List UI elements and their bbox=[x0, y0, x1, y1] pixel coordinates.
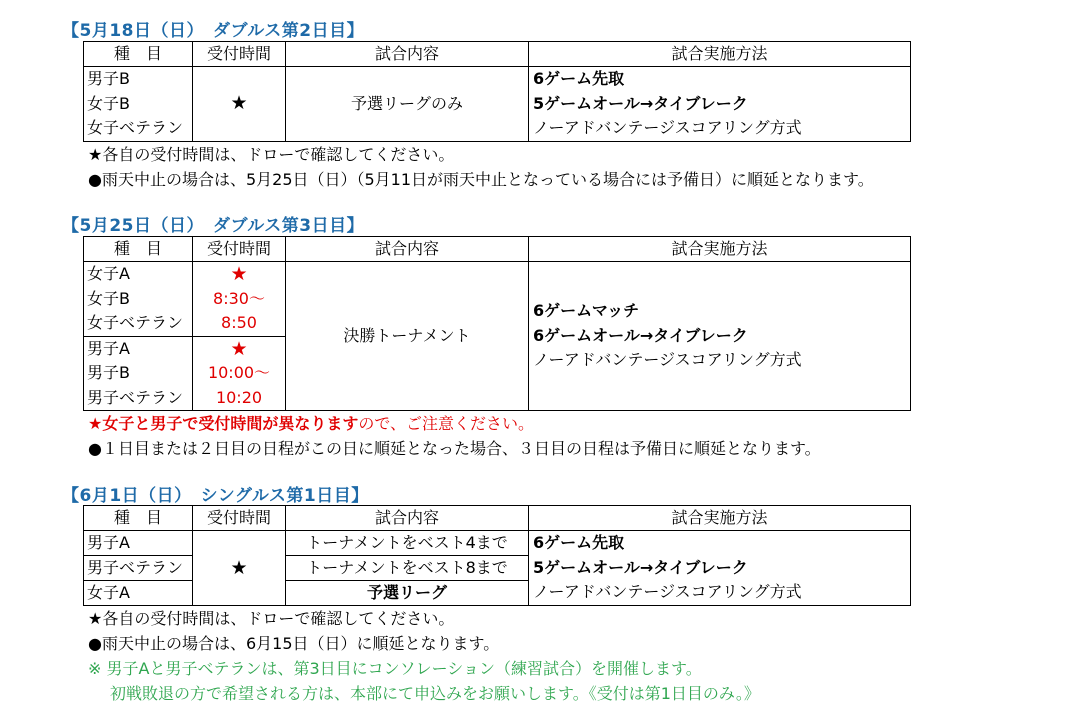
content-cell: トーナメントをベスト4まで bbox=[286, 531, 529, 556]
section1-title: 【5月18日（日） ダブルス第2日目】 bbox=[62, 21, 365, 41]
section3-title: 【6月1日（日） シングルス第1日目】 bbox=[62, 486, 369, 506]
header-time: 受付時間 bbox=[193, 237, 286, 262]
note-rain: ●雨天中止の場合は、6月15日（日）に順延となります。 bbox=[88, 634, 500, 653]
star-icon: ★ bbox=[230, 556, 248, 579]
header-event: 種 目 bbox=[84, 42, 193, 67]
event-cell-men bbox=[84, 336, 193, 411]
event-name: 男子A bbox=[87, 338, 130, 358]
header-content: 試合内容 bbox=[286, 237, 529, 262]
content-cell: 予選リーグのみ bbox=[286, 67, 529, 142]
time-to: 8:50 bbox=[221, 313, 257, 332]
note-consolation-signup: 初戦敗退の方で希望される方は、本部にて申込みをお願いします。《受付は第1日目のみ。》 bbox=[110, 684, 760, 703]
event-name: 男子B bbox=[87, 69, 130, 88]
event-name: 女子ベテラン bbox=[87, 118, 184, 137]
caution-bold: ★女子と男子で受付時間が異なります bbox=[88, 414, 359, 433]
content-cell: トーナメントをベスト8まで bbox=[286, 556, 529, 581]
event-cell: 男子ベテラン bbox=[84, 556, 193, 581]
header-time: 受付時間 bbox=[193, 42, 286, 67]
time-cell bbox=[193, 531, 286, 606]
schedule-table-1 bbox=[83, 41, 911, 142]
note-caution bbox=[88, 412, 534, 436]
content-cell: 予選リーグ bbox=[286, 581, 529, 606]
time-cell bbox=[193, 67, 286, 142]
time-from: 10:00～ bbox=[207, 363, 271, 382]
method-cell bbox=[529, 531, 911, 606]
header-content: 試合内容 bbox=[286, 506, 529, 531]
schedule-table-2 bbox=[83, 236, 911, 411]
note-postpone: ●１日目または２日目の日程がこの日に順延となった場合、３日目の日程は予備日に順延となります。 bbox=[88, 439, 821, 458]
star-icon: ★ bbox=[230, 337, 248, 360]
method-line: ノーアドバンテージスコアリング方式 bbox=[533, 350, 802, 370]
event-name: 女子ベテラン bbox=[87, 313, 184, 332]
schedule-table-3 bbox=[83, 505, 911, 606]
method-line: ノーアドバンテージスコアリング方式 bbox=[533, 582, 802, 602]
method-line: ノーアドバンテージスコアリング方式 bbox=[533, 118, 802, 137]
method-cell bbox=[529, 262, 911, 411]
method-cell bbox=[529, 67, 911, 142]
star-icon: ★ bbox=[230, 92, 248, 115]
event-name: 女子B bbox=[87, 288, 130, 308]
star-icon: ★ bbox=[230, 263, 248, 285]
header-content: 試合内容 bbox=[286, 42, 529, 67]
header-method: 試合実施方法 bbox=[529, 42, 911, 67]
time-cell-men bbox=[193, 336, 286, 411]
header-event: 種 目 bbox=[84, 237, 193, 262]
section2-title: 【5月25日（日） ダブルス第3日目】 bbox=[62, 216, 365, 236]
header-method: 試合実施方法 bbox=[529, 506, 911, 531]
method-line: 5ゲームオール→タイブレーク bbox=[533, 93, 748, 113]
header-time: 受付時間 bbox=[193, 506, 286, 531]
note-rain: ●雨天中止の場合は、5月25日（日）（5月11日が雨天中止となっている場合には予備日）に順延となります。 bbox=[88, 170, 874, 189]
event-cell: 男子A bbox=[84, 531, 193, 556]
time-from: 8:30～ bbox=[213, 288, 265, 308]
method-line: 6ゲームマッチ bbox=[533, 301, 640, 321]
event-name: 女子B bbox=[87, 93, 130, 113]
event-cell bbox=[84, 67, 193, 142]
method-line: 6ゲーム先取 bbox=[533, 533, 625, 553]
time-cell-women bbox=[193, 262, 286, 337]
header-event: 種 目 bbox=[84, 506, 193, 531]
note-reception: ★各自の受付時間は、ドローで確認してください。 bbox=[88, 145, 455, 164]
method-line: 6ゲームオール→タイブレーク bbox=[533, 325, 748, 345]
header-method: 試合実施方法 bbox=[529, 237, 911, 262]
event-name: 男子ベテラン bbox=[87, 387, 184, 407]
event-cell: 女子A bbox=[84, 581, 193, 606]
note-reception: ★各自の受付時間は、ドローで確認してください。 bbox=[88, 609, 455, 628]
method-line: 5ゲームオール→タイブレーク bbox=[533, 557, 748, 577]
event-name: 男子B bbox=[87, 363, 130, 382]
time-to: 10:20 bbox=[215, 387, 263, 407]
method-line: 6ゲーム先取 bbox=[533, 69, 625, 88]
caution-rest: ので、ご注意ください。 bbox=[358, 414, 535, 433]
note-consolation: ※ 男子Aと男子ベテランは、第3日目にコンソレーション（練習試合）を開催します。 bbox=[88, 659, 702, 678]
event-name: 女子A bbox=[87, 264, 130, 283]
content-cell: 決勝トーナメント bbox=[286, 262, 529, 411]
event-cell-women bbox=[84, 262, 193, 337]
